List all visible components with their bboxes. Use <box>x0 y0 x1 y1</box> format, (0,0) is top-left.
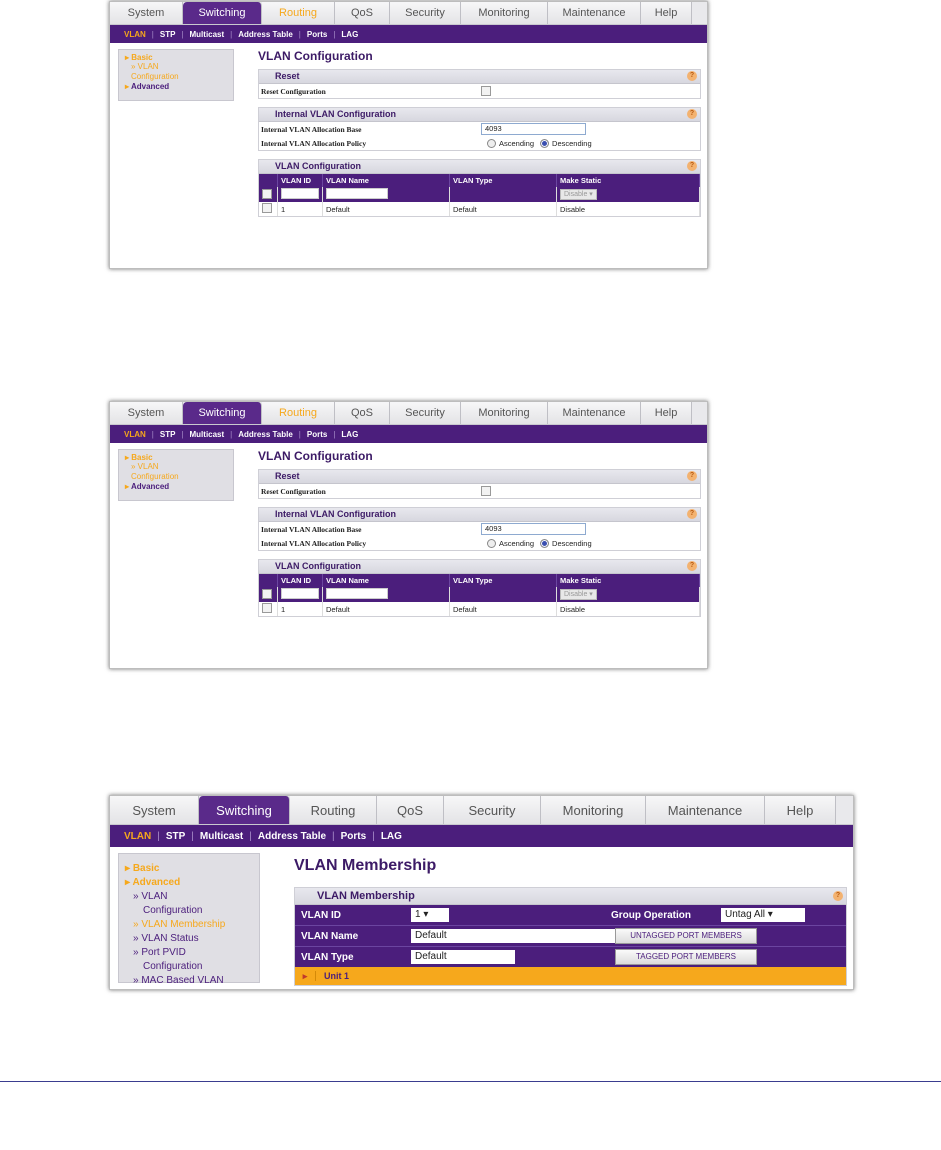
tab-help[interactable]: Help <box>641 2 692 24</box>
vlan-id-label: VLAN ID <box>301 909 341 921</box>
internal-header <box>259 108 700 122</box>
main-tabs <box>110 2 707 25</box>
row-vlan-id: 1 <box>278 202 323 216</box>
tab-help[interactable]: Help <box>765 796 836 824</box>
row-checkbox[interactable] <box>262 203 272 213</box>
ascending-label: Ascending <box>499 538 535 548</box>
base-row <box>259 522 700 536</box>
row-make-static: Disable <box>557 202 700 216</box>
tab-switching[interactable]: Switching <box>199 796 290 824</box>
subnav-ports[interactable]: Ports <box>306 29 328 39</box>
policy-row <box>259 136 700 150</box>
tab-system[interactable]: System <box>110 796 199 824</box>
row-cell-select <box>259 202 278 216</box>
sidebar-advanced[interactable]: ▸ Advanced <box>125 82 231 91</box>
tab-routing[interactable]: Routing <box>262 2 335 24</box>
policy-row <box>259 536 700 550</box>
group-operation-select-value: Untag All <box>725 909 766 920</box>
tagged-port-members-button[interactable]: TAGGED PORT MEMBERS <box>615 949 757 965</box>
descending-radio[interactable] <box>540 139 549 148</box>
sidebar <box>118 853 260 986</box>
membership-header-text: VLAN Membership <box>317 890 415 902</box>
edit-cell-name <box>323 587 450 602</box>
policy-label: Internal VLAN Allocation Policy <box>261 538 367 548</box>
col-make-static: Make Static <box>557 174 700 187</box>
col-vlan-name: VLAN Name <box>323 174 450 187</box>
tab-security[interactable]: Security <box>390 402 461 424</box>
col-vlan-id: VLAN ID <box>278 574 323 587</box>
subnav-lag[interactable]: LAG <box>341 29 359 39</box>
vlan-config-section <box>258 559 701 617</box>
col-vlan-type: VLAN Type <box>450 174 557 187</box>
subnav-multicast[interactable]: Multicast <box>199 830 244 842</box>
vlan-config-header <box>259 160 700 174</box>
ascending-radio[interactable] <box>487 139 496 148</box>
tab-switching[interactable]: Switching <box>183 2 262 24</box>
subnav-stp[interactable]: STP <box>165 830 186 842</box>
subnav-vlan[interactable]: VLAN <box>124 830 152 842</box>
subnav-lag[interactable]: LAG <box>341 429 359 439</box>
membership-section <box>294 887 847 986</box>
help-icon[interactable]: ? <box>687 471 697 481</box>
screenshot-vlan-configuration-2 <box>109 401 708 669</box>
subnav-vlan[interactable]: VLAN <box>124 429 146 439</box>
vlan-id-input[interactable] <box>281 188 319 199</box>
unit-1-label: Unit 1 <box>315 971 349 981</box>
row-vlan-name: Default <box>323 602 450 616</box>
membership-header <box>295 888 846 905</box>
tab-security[interactable]: Security <box>444 796 541 824</box>
tab-system[interactable]: System <box>110 2 183 24</box>
group-operation-label: Group Operation <box>611 909 691 921</box>
vlan-name-input[interactable] <box>326 188 388 199</box>
subnav-address-table[interactable]: Address Table <box>238 29 293 39</box>
subnav-multicast[interactable]: Multicast <box>189 29 225 39</box>
sidebar-item-configuration[interactable]: Configuration <box>131 72 179 81</box>
membership-form <box>295 905 846 967</box>
sidebar-item-vlan[interactable]: » VLAN <box>133 891 168 902</box>
edit-cell-select <box>259 587 278 602</box>
tab-system[interactable]: System <box>110 402 183 424</box>
row-cell-select <box>259 602 278 616</box>
page-title: VLAN Configuration <box>258 49 373 63</box>
sidebar-item-vlan[interactable]: » VLAN <box>131 62 159 71</box>
tab-maintenance[interactable]: Maintenance <box>646 796 765 824</box>
internal-header-text: Internal VLAN Configuration <box>275 509 396 519</box>
vlan-id-select-value: 1 <box>415 909 421 920</box>
descending-radio[interactable] <box>540 539 549 548</box>
reset-row <box>259 484 700 498</box>
internal-header <box>259 508 700 522</box>
page-divider <box>0 1081 941 1082</box>
select-col <box>259 174 278 187</box>
sidebar-item-vlan-membership[interactable]: » VLAN Membership <box>133 919 226 930</box>
subnav-ports[interactable]: Ports <box>340 830 367 842</box>
row-vlan-type: Default <box>450 602 557 616</box>
sidebar-item-vlan-status[interactable]: » VLAN Status <box>133 933 199 944</box>
make-static-select[interactable]: Disable ▾ <box>560 189 597 200</box>
tab-security[interactable]: Security <box>390 2 461 24</box>
sidebar-advanced[interactable]: ▸ Advanced <box>125 482 231 491</box>
row-vlan-id: 1 <box>278 602 323 616</box>
internal-section <box>258 507 701 551</box>
reset-checkbox[interactable] <box>481 486 491 496</box>
base-input[interactable]: 4093 <box>481 523 586 535</box>
vlan-config-header <box>259 560 700 574</box>
table-row <box>259 202 700 216</box>
base-row <box>259 122 700 136</box>
tab-qos[interactable]: QoS <box>335 2 390 24</box>
reset-section <box>258 469 701 499</box>
screenshot-vlan-membership <box>109 795 854 990</box>
sidebar-basic[interactable]: ▸ Basic <box>125 53 231 62</box>
vlan-config-section <box>258 159 701 217</box>
edit-cell-select <box>259 187 278 202</box>
row-vlan-name: Default <box>323 202 450 216</box>
main-content <box>294 847 847 986</box>
sidebar-item-port-pvid[interactable]: » Port PVID <box>133 947 186 958</box>
base-input[interactable]: 4093 <box>481 123 586 135</box>
help-icon[interactable]: ? <box>687 509 697 519</box>
row-checkbox[interactable] <box>262 603 272 613</box>
col-make-static: Make Static <box>557 574 700 587</box>
vlan-type-row <box>295 947 846 967</box>
subnav-vlan[interactable]: VLAN <box>124 29 146 39</box>
internal-header-text: Internal VLAN Configuration <box>275 109 396 119</box>
sub-navigation: VLAN | STP | Multicast | Address Table | Ports | LAG <box>110 825 853 847</box>
edit-cell-type <box>450 187 557 202</box>
vlan-config-header-text: VLAN Configuration <box>275 561 361 571</box>
ascending-label: Ascending <box>499 138 535 148</box>
ascending-radio[interactable] <box>487 539 496 548</box>
vlan-id-row <box>295 905 846 926</box>
page-title: VLAN Configuration <box>258 449 373 463</box>
tab-qos[interactable]: QoS <box>335 402 390 424</box>
edit-cell-name <box>323 187 450 202</box>
edit-row-checkbox[interactable] <box>262 589 272 599</box>
sidebar-basic[interactable]: ▸ Basic <box>125 862 257 876</box>
vlan-table <box>259 174 700 216</box>
reset-row <box>259 84 700 98</box>
table-edit-row <box>259 187 700 202</box>
subnav-address-table[interactable]: Address Table <box>257 830 327 842</box>
main-content <box>258 443 701 617</box>
vlan-id-input[interactable] <box>281 588 319 599</box>
reset-header-text: Reset <box>275 471 300 481</box>
screenshot-vlan-configuration-1 <box>109 1 708 269</box>
tab-routing[interactable]: Routing <box>290 796 377 824</box>
col-vlan-name: VLAN Name <box>323 574 450 587</box>
policy-label: Internal VLAN Allocation Policy <box>261 138 367 148</box>
sidebar-item-mac-based-vlan[interactable]: » MAC Based VLAN <box>133 975 224 986</box>
select-col <box>259 574 278 587</box>
main-tabs <box>110 796 853 825</box>
subnav-stp[interactable]: STP <box>159 29 176 39</box>
help-icon[interactable]: ? <box>687 71 697 81</box>
tab-maintenance[interactable]: Maintenance <box>548 2 641 24</box>
table-row <box>259 602 700 616</box>
reset-header <box>259 470 700 484</box>
sub-navigation: VLAN | STP | Multicast | Address Table | Ports | LAG <box>110 25 707 43</box>
sidebar-advanced[interactable]: ▸ Advanced <box>125 876 257 890</box>
tab-qos[interactable]: QoS <box>377 796 444 824</box>
reset-label: Reset Configuration <box>261 486 326 496</box>
sub-navigation: VLAN | STP | Multicast | Address Table | Ports | LAG <box>110 425 707 443</box>
subnav-ports[interactable]: Ports <box>306 429 328 439</box>
tab-monitoring[interactable]: Monitoring <box>461 402 548 424</box>
vlan-name-row <box>295 926 846 947</box>
reset-label: Reset Configuration <box>261 86 326 96</box>
descending-label: Descending <box>552 538 592 548</box>
descending-label: Descending <box>552 138 592 148</box>
edit-cell-id <box>278 587 323 602</box>
main-tabs <box>110 402 707 425</box>
sidebar-item-vlan[interactable]: » VLAN <box>131 462 159 471</box>
tab-switching[interactable]: Switching <box>183 402 262 424</box>
reset-header <box>259 70 700 84</box>
col-vlan-id: VLAN ID <box>278 174 323 187</box>
base-label: Internal VLAN Allocation Base <box>261 124 362 134</box>
make-static-select-value: Disable <box>564 191 588 198</box>
subnav-lag[interactable]: LAG <box>380 830 402 842</box>
unit-1-bar[interactable] <box>295 967 846 985</box>
internal-section <box>258 107 701 151</box>
sidebar <box>118 49 234 101</box>
sidebar <box>118 449 234 501</box>
sidebar-item-configuration[interactable]: Configuration <box>143 905 203 916</box>
reset-section <box>258 69 701 99</box>
subnav-multicast[interactable]: Multicast <box>189 429 225 439</box>
edit-cell-id <box>278 187 323 202</box>
subnav-stp[interactable]: STP <box>159 429 176 439</box>
expand-arrow-icon[interactable]: ▸ <box>302 970 308 981</box>
untagged-port-members-button[interactable]: UNTAGGED PORT MEMBERS <box>615 928 757 944</box>
main-content <box>258 43 701 217</box>
tab-monitoring[interactable]: Monitoring <box>541 796 646 824</box>
make-static-select-value: Disable <box>564 591 588 598</box>
edit-row-checkbox[interactable] <box>262 189 272 199</box>
edit-cell-type <box>450 587 557 602</box>
vlan-id-select[interactable]: 1 ▾ <box>411 908 449 922</box>
edit-cell-static <box>557 587 700 602</box>
help-icon[interactable]: ? <box>687 109 697 119</box>
row-vlan-type: Default <box>450 202 557 216</box>
table-header-row <box>259 174 700 187</box>
vlan-table <box>259 574 700 616</box>
sidebar-basic[interactable]: ▸ Basic <box>125 453 231 462</box>
help-icon[interactable]: ? <box>687 561 697 571</box>
help-icon[interactable]: ? <box>833 891 843 901</box>
help-icon[interactable]: ? <box>687 161 697 171</box>
make-static-select[interactable]: Disable ▾ <box>560 589 597 600</box>
vlan-name-label: VLAN Name <box>301 930 359 942</box>
vlan-type-field: Default <box>411 950 515 964</box>
reset-checkbox[interactable] <box>481 86 491 96</box>
group-operation-select[interactable]: Untag All ▾ <box>721 908 805 922</box>
vlan-type-label: VLAN Type <box>301 951 354 963</box>
tab-routing[interactable]: Routing <box>262 402 335 424</box>
row-make-static: Disable <box>557 602 700 616</box>
table-edit-row <box>259 587 700 602</box>
table-header-row <box>259 574 700 587</box>
sidebar-item-configuration[interactable]: Configuration <box>131 472 179 481</box>
tab-maintenance[interactable]: Maintenance <box>548 402 641 424</box>
subnav-address-table[interactable]: Address Table <box>238 429 293 439</box>
vlan-name-field[interactable]: Default <box>411 929 615 943</box>
vlan-name-input[interactable] <box>326 588 388 599</box>
tab-help[interactable]: Help <box>641 402 692 424</box>
sidebar-item-pvid-configuration[interactable]: Configuration <box>143 961 203 972</box>
vlan-config-header-text: VLAN Configuration <box>275 161 361 171</box>
col-vlan-type: VLAN Type <box>450 574 557 587</box>
reset-header-text: Reset <box>275 71 300 81</box>
tab-monitoring[interactable]: Monitoring <box>461 2 548 24</box>
page-title: VLAN Membership <box>294 857 437 874</box>
edit-cell-static <box>557 187 700 202</box>
base-label: Internal VLAN Allocation Base <box>261 524 362 534</box>
